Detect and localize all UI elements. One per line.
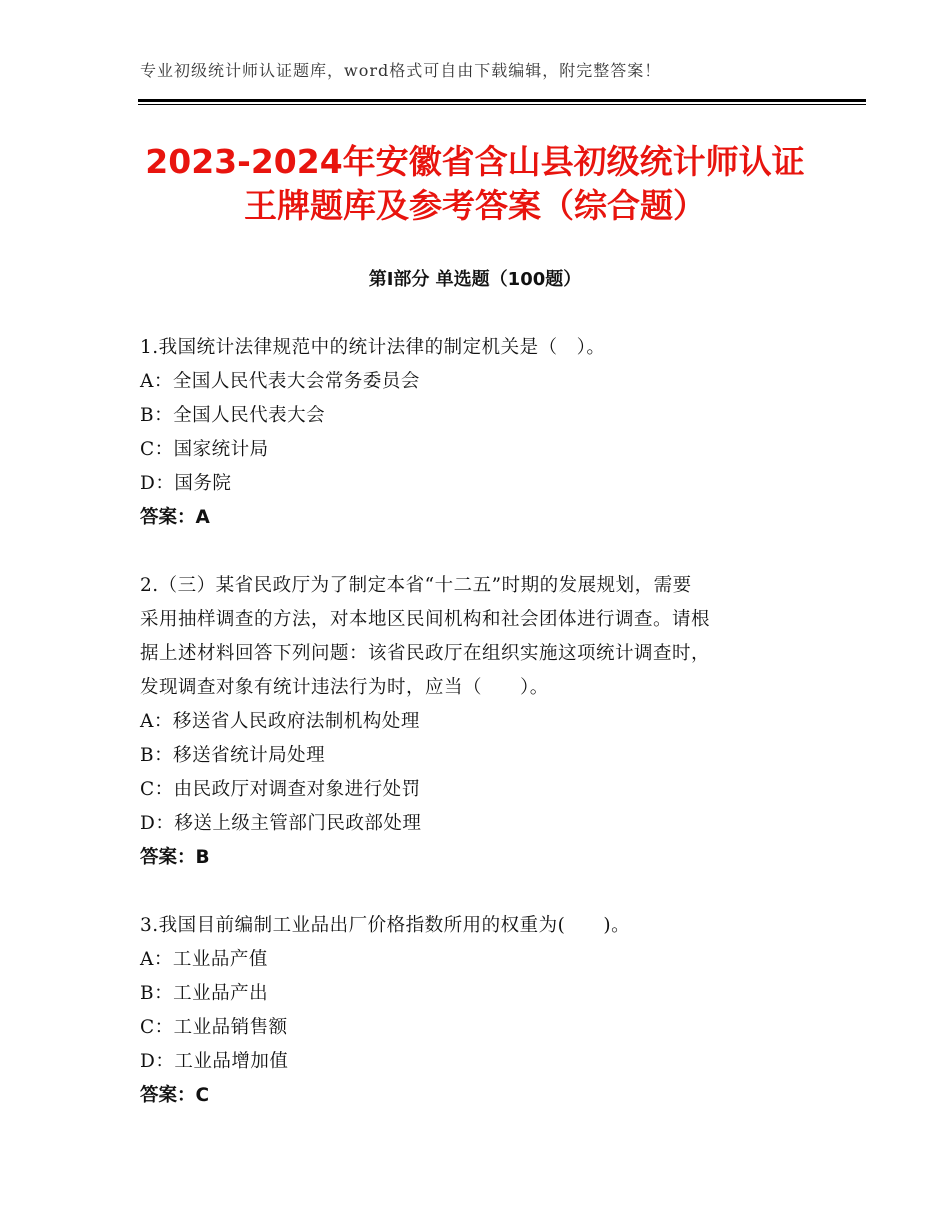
document-title-line-2: 王牌题库及参考答案（综合题） (244, 186, 706, 225)
option-a: A：移送省人民政府法制机构处理 (140, 711, 420, 732)
option-b: B：移送省统计局处理 (140, 745, 326, 766)
option-d: D：国务院 (140, 473, 232, 494)
option-a: A：全国人民代表大会常务委员会 (140, 371, 420, 392)
document-title-line-1: 2023-2024年安徽省含山县初级统计师认证 (145, 142, 805, 181)
header-rule-thick (138, 99, 866, 102)
question-text (140, 331, 800, 365)
answer: 答案：A (140, 507, 210, 528)
question-3 (140, 909, 800, 1113)
document-title (140, 140, 810, 228)
question-text-line: 3.我国目前编制工业品出厂价格指数所用的权重为( )。 (140, 915, 631, 936)
question-2 (140, 569, 800, 875)
option-b: B：工业品产出 (140, 983, 269, 1004)
option-d: D：移送上级主管部门民政部处理 (140, 813, 422, 834)
header-rule-thin (138, 104, 866, 105)
option-c: C：由民政厅对调查对象进行处罚 (140, 779, 421, 800)
option-c: C：国家统计局 (140, 439, 269, 460)
question-text-line: 采用抽样调查的方法，对本地区民间机构和社会团体进行调查。请根 (140, 609, 711, 630)
answer: 答案：C (140, 1085, 210, 1106)
option-a: A：工业品产值 (140, 949, 268, 970)
option-d: D：工业品增加值 (140, 1051, 289, 1072)
section-title: 第Ⅰ部分 单选题（100题） (368, 269, 582, 290)
option-b: B：全国人民代表大会 (140, 405, 326, 426)
question-text-line: 1.我国统计法律规范中的统计法律的制定机关是（ ）。 (140, 337, 606, 358)
question-text-line: 据上述材料回答下列问题：该省民政厅在组织实施这项统计调查时， (140, 643, 711, 664)
question-text (140, 909, 800, 943)
question-text (140, 569, 800, 705)
header-note: 专业初级统计师认证题库，word格式可自由下载编辑，附完整答案！ (140, 61, 662, 80)
question-text-line: 发现调查对象有统计违法行为时，应当（ ）。 (140, 677, 549, 698)
question-list (140, 331, 800, 1113)
option-c: C：工业品销售额 (140, 1017, 288, 1038)
question-1 (140, 331, 800, 535)
question-text-line: 2.（三）某省民政厅为了制定本省“十二五”时期的发展规划，需要 (140, 575, 692, 596)
answer: 答案：B (140, 847, 210, 868)
